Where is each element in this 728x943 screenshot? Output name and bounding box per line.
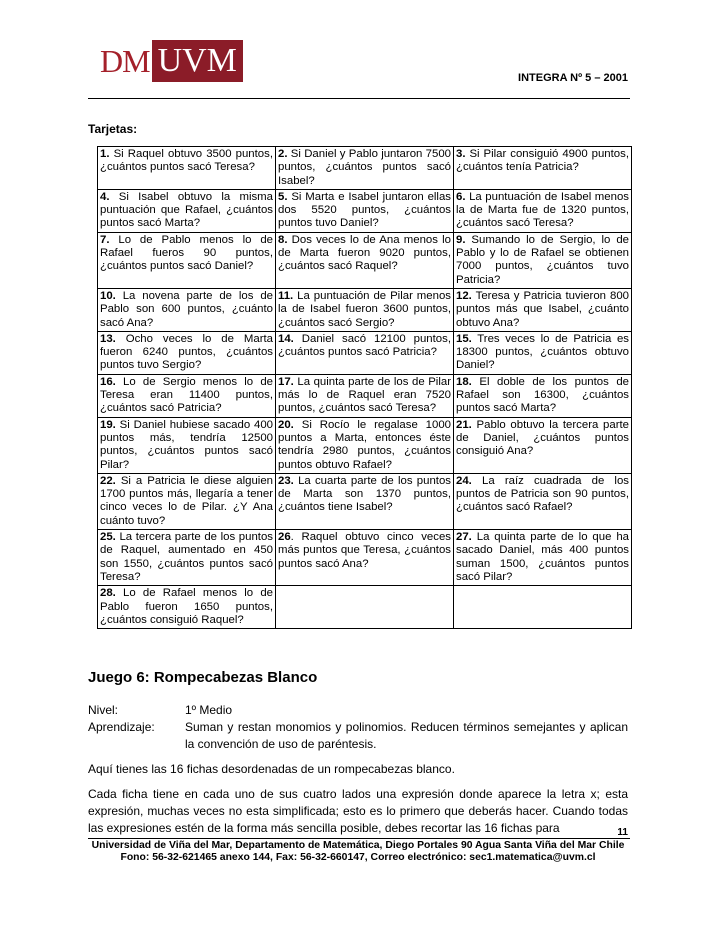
card (276, 189, 454, 232)
card-number: 6. (456, 190, 466, 203)
card (98, 417, 276, 473)
tarjetas-heading: Tarjetas: (88, 122, 138, 136)
card-number: 12. (456, 289, 472, 302)
uvm-logo (100, 40, 243, 82)
cards-row (98, 189, 632, 232)
card-text: El doble de los puntos de Rafael son 16300, ¿cuántos puntos sacó Marta? (456, 375, 629, 415)
card-text: Si Daniel hubiese sacado 400 puntos más, tendría 12500 puntos, ¿cuántos puntos sacó Pilar? (100, 418, 273, 471)
cards-row (98, 473, 632, 529)
card-text: Lo de Rafael menos lo de Pablo fueron 1650 puntos, ¿cuántos consiguió Raquel? (100, 587, 273, 626)
card (98, 232, 276, 288)
card-text: La puntuación de Pilar menos la de Isabel fueron 3600 puntos, ¿cuántos sacó Sergio? (278, 289, 451, 329)
card (454, 189, 632, 232)
nivel-row (88, 702, 232, 719)
issue-label: INTEGRA Nº 5 – 2001 (518, 72, 628, 84)
card-number: 28. (100, 587, 116, 600)
card-number: 16. (100, 375, 116, 388)
card (454, 374, 632, 417)
card-number: 8. (278, 233, 288, 246)
card-number: 25. (100, 531, 116, 544)
card-text: Si Isabel obtuvo la misma puntuación que Rafael, ¿cuántos puntos sacó Marta? (100, 190, 273, 230)
card-number: 23. (278, 474, 294, 487)
card (276, 147, 454, 190)
card-number: 13. (100, 332, 116, 345)
card-number: 26 (278, 531, 291, 544)
cards-table (97, 146, 632, 629)
card-text: Si a Patricia le diese alguien 1700 puntos más, llegaría a tener cinco veces lo de Pilar. ¿Y Ana cuánto tuvo? (100, 474, 273, 527)
card-number: 7. (100, 233, 110, 246)
logo-dm: DM (100, 43, 150, 79)
card-number: 2. (278, 148, 288, 160)
aprendizaje-value: Suman y restan monomios y polinomios. Reducen términos semejantes y aplican la convención de uso de paréntesis. (185, 720, 628, 751)
card-text: Si Raquel obtuvo 3500 puntos, ¿cuántos puntos sacó Teresa? (100, 148, 273, 174)
card-number: 5. (278, 190, 288, 203)
card-number: 14. (278, 332, 294, 345)
card-number: 27. (456, 531, 472, 544)
page-number: 11 (617, 827, 628, 838)
card-number: 10. (100, 289, 116, 302)
footer-contact: Fono: 56-32-621465 anexo 144, Fax: 56-32-660147, Correo electrónico: sec1.matematica@uvm.cl (120, 852, 596, 863)
card (454, 147, 632, 190)
footer-address: Universidad de Viña del Mar, Departamento de Matemática, Diego Portales 90 Agua Santa Viña del Mar Chile (91, 840, 625, 851)
card-text: La quinta parte de lo que ha sacado Daniel, más 400 puntos suman 1500, ¿cuántos puntos sacó Pilar? (456, 531, 629, 583)
card-number: 22. (100, 474, 116, 487)
card (276, 417, 454, 473)
card (454, 331, 632, 374)
game-title: Juego 6: Rompecabezas Blanco (88, 669, 318, 686)
card-text: La novena parte de los de Pablo son 600 puntos, ¿cuánto sacó Ana? (100, 289, 273, 329)
card (98, 530, 276, 586)
logo-uvm: UVM (152, 40, 243, 82)
card-number: 15. (456, 332, 472, 345)
card-number: 9. (456, 233, 466, 246)
card-text: Dos veces lo de Ana menos lo de Marta fueron 9020 puntos, ¿cuántos sacó Raquel? (278, 233, 451, 273)
header-divider (88, 98, 630, 99)
card-text: Si Pilar consiguió 4900 puntos, ¿cuántos tenía Patricia? (456, 148, 629, 174)
card (98, 331, 276, 374)
cards-row (98, 288, 632, 331)
card-number: 20. (278, 418, 294, 431)
card (276, 473, 454, 529)
card-text: Lo de Pablo menos lo de Rafael fueros 90 puntos, ¿cuántos puntos sacó Daniel? (100, 233, 273, 273)
card-text: La quinta parte de los de Pilar más lo de Raquel eran 7520 puntos, ¿cuántos sacó Teresa? (278, 375, 451, 415)
aprendizaje-label: Aprendizaje: (88, 720, 155, 734)
card-text: La cuarta parte de los puntos de Marta son 1370 puntos, ¿cuántos tiene Isabel? (278, 474, 451, 514)
card (98, 288, 276, 331)
card-text: Tres veces lo de Patricia es 18300 puntos, ¿cuántos obtuvo Daniel? (456, 332, 629, 372)
card-text: Lo de Sergio menos lo de Teresa eran 11400 puntos, ¿cuántos sacó Patricia? (100, 375, 273, 415)
card (454, 473, 632, 529)
paragraph-instructions: Cada ficha tiene en cada uno de sus cuatro lados una expresión donde aparece la letra x; esta expresión, muchas veces no esta simplificada; esto es lo primero que deberás hacer. Cuando todas las expresiones estén de la forma más sencilla posible, debes recortar las 16 fichas para (88, 787, 628, 835)
footer-divider (88, 838, 630, 839)
card-number: 24. (456, 474, 472, 487)
card (454, 288, 632, 331)
card-number: 11. (278, 289, 294, 302)
paragraph-intro: Aquí tienes las 16 fichas desordenadas de un rompecabezas blanco. (88, 762, 455, 776)
card (454, 417, 632, 473)
cards-row (98, 374, 632, 417)
card-number: 21. (456, 418, 472, 431)
card-number: 4. (100, 190, 110, 203)
card (98, 473, 276, 529)
card-text: La raíz cuadrada de los puntos de Patricia son 90 puntos, ¿cuántos sacó Rafael? (456, 474, 629, 514)
card (98, 147, 276, 190)
card-text: Ocho veces lo de Marta fueron 6240 puntos, ¿cuántos puntos tuvo Sergio? (100, 332, 273, 372)
card-number: 18. (456, 375, 472, 388)
card-number: 19. (100, 418, 116, 431)
card (276, 331, 454, 374)
nivel-value: 1º Medio (185, 703, 233, 717)
card (276, 374, 454, 417)
cards-row (98, 530, 632, 586)
card-text: La tercera parte de los puntos de Raquel, aumentado en 450 son 1550, ¿cuántos puntos sacó Teresa? (100, 531, 273, 583)
card-text: Si Marta e Isabel juntaron ellas dos 5520 puntos, ¿cuántos puntos tuvo Daniel? (278, 190, 451, 230)
card (98, 374, 276, 417)
card (98, 586, 276, 629)
card (454, 530, 632, 586)
card (276, 530, 454, 586)
card (98, 189, 276, 232)
card-text: Pablo obtuvo la tercera parte de Daniel, ¿cuántos puntos consiguió Ana? (456, 418, 629, 458)
card-empty (454, 586, 632, 629)
cards-row (98, 331, 632, 374)
nivel-label: Nivel: (88, 703, 119, 717)
card-text: La puntuación de Isabel menos la de Marta fue de 1320 puntos, ¿cuántos sacó Teresa? (456, 190, 629, 230)
cards-row (98, 147, 632, 190)
card-number: 1. (100, 148, 110, 160)
card (276, 288, 454, 331)
cards-row (98, 232, 632, 288)
card-text: Teresa y Patricia tuvieron 800 puntos más que Isabel, ¿cuánto obtuvo Ana? (456, 289, 629, 329)
card-text: Daniel sacó 12100 puntos, ¿cuántos puntos sacó Patricia? (278, 332, 451, 359)
card-empty (276, 586, 454, 629)
card-text: . Raquel obtuvo cinco veces más puntos que Teresa, ¿cuántos puntos sacó Ana? (278, 531, 451, 570)
card-number: 17. (278, 375, 294, 388)
cards-row (98, 417, 632, 473)
card-text: Sumando lo de Sergio, lo de Pablo y lo de Rafael se obtienen 7000 puntos, ¿cuántos tuvo Patricia? (456, 233, 629, 286)
card-text: Si Rocío le regalase 1000 puntos a Marta, entonces éste tendría 2980 puntos, ¿cuántos puntos obtuvo Rafael? (278, 418, 451, 471)
card-text: Si Daniel y Pablo juntaron 7500 puntos, ¿cuántos puntos sacó Isabel? (278, 148, 451, 187)
cards-row (98, 586, 632, 629)
card (276, 232, 454, 288)
card-number: 3. (456, 148, 466, 160)
card (454, 232, 632, 288)
